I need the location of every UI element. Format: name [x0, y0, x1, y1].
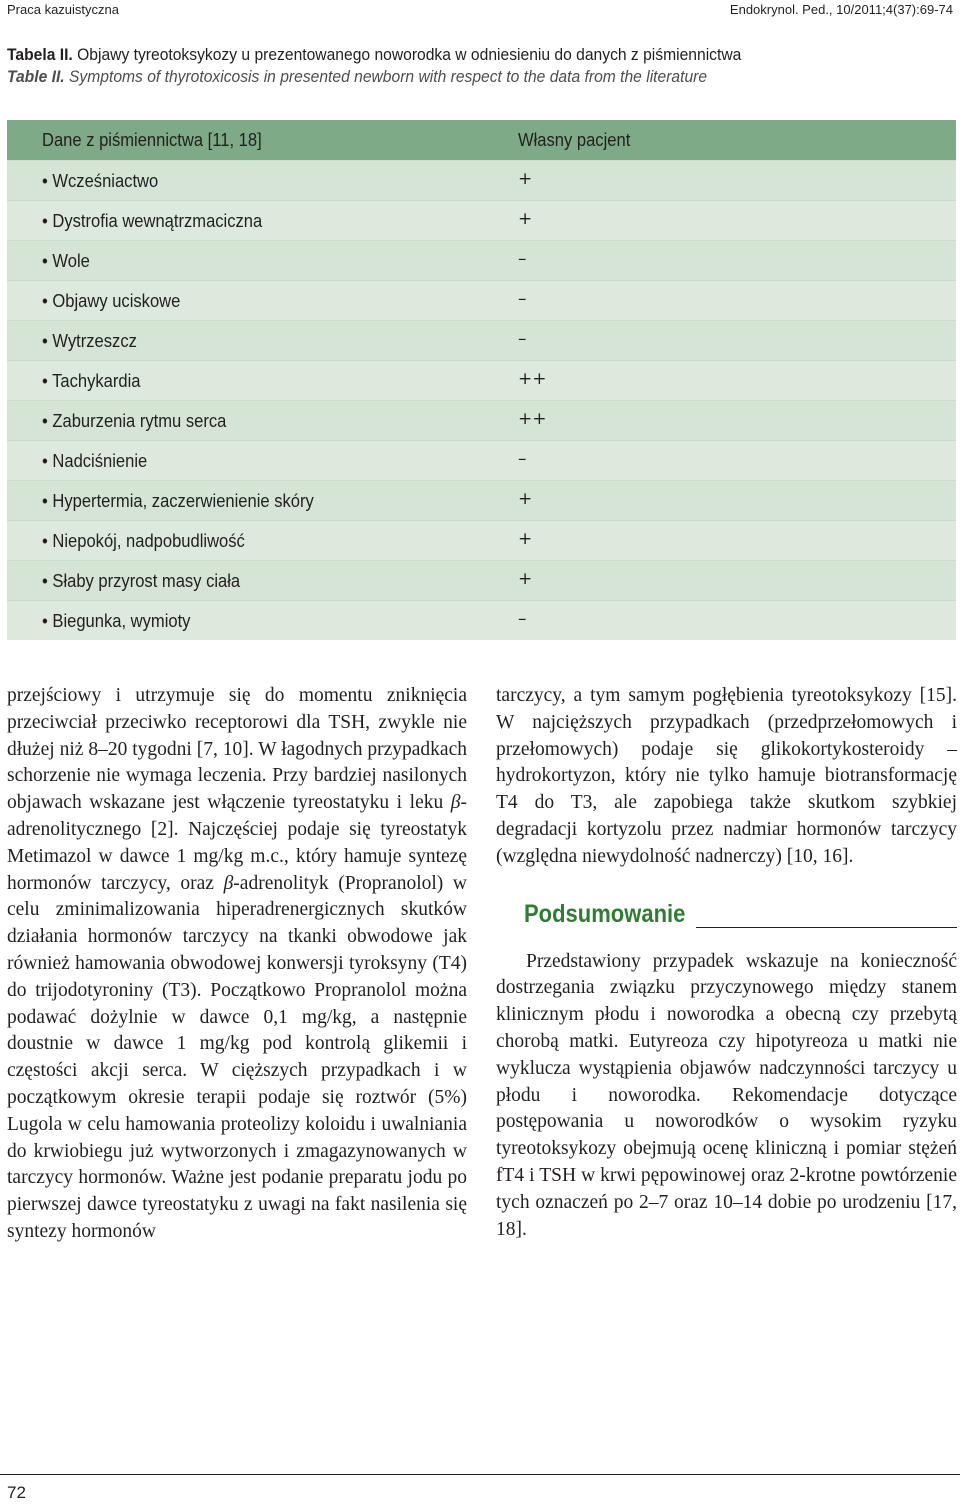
table-row [7, 361, 956, 400]
symptoms-table [7, 120, 956, 640]
symptom-cell: • Tachykardia [42, 371, 141, 391]
running-header [7, 0, 953, 18]
table-caption [7, 44, 872, 88]
patient-finding-cell: + [518, 489, 533, 509]
caption-polish-text: Objawy tyreotoksykozy u prezentowanego noworodka w odniesieniu do danych z piśmiennictwa [72, 45, 742, 64]
patient-finding-cell: – [518, 289, 527, 309]
table-row [7, 401, 956, 440]
left-text-part-2: -adrenolitycznego [2]. Najczęściej podaje się tyreostatyk Metimazol w dawce 1 mg/kg m.c., który hamuje syntezę hormonów tarczycy, oraz [7, 792, 467, 894]
caption-english [7, 66, 872, 88]
left-paragraph [7, 683, 467, 1246]
table-row [7, 441, 956, 480]
patient-finding-cell: + [518, 209, 533, 229]
symptom-cell: • Objawy uciskowe [42, 291, 181, 311]
journal-citation: Endokrynol. Ped., 10/2011;4(37):69-74 [729, 2, 953, 17]
patient-finding-cell: ++ [518, 369, 547, 389]
symptom-cell: • Słaby przyrost masy ciała [42, 571, 241, 591]
caption-polish [7, 44, 872, 66]
table-row [7, 281, 956, 320]
table-row [7, 321, 956, 360]
symptom-cell: • Dystrofia wewnątrzmaciczna [42, 211, 263, 231]
beta-symbol: β [223, 872, 234, 894]
symptom-cell: • Wole [42, 251, 90, 271]
caption-polish-label: Tabela II. [7, 45, 73, 64]
table-header-own-patient: Własny pacjent [518, 130, 631, 150]
table-header-literature: Dane z piśmiennictwa [11, 18] [42, 130, 262, 150]
patient-finding-cell: + [518, 169, 533, 189]
caption-english-label: Table II. [7, 67, 65, 86]
symptom-cell: • Nadciśnienie [42, 451, 148, 471]
table-body [7, 161, 956, 640]
left-text-part-3: -adrenolityk (Propranolol) w celu zminimalizowania hiperadrenergicznych skutków działania hormonów tarczycy na tkanki obwodowe jak również hamowania obwodowej konwersji tyroksyny (T4) do trijodotyroniny (T3). Początkowo Propranolol można podawać dożylnie w dawce 0,1 mg/kg, a następnie doustnie w dawce 1 mg/kg pod kontrolą glikemii i częstości akcji serca. W cięższych przypadkach i w początkowym okresie terapii podaje się roztwór (5%) Lugola w celu hamowania proteolizy koloidu i uwalniania do krwiobiegu już wytworzonych i zmagazynowanych w tarczycy hormonów. Ważne jest podanie preparatu jodu po pierwszej dawce tyreostatyku z uwagi na fakt nasilenia się syntezy hormonów [7, 872, 467, 1242]
patient-finding-cell: – [518, 449, 527, 469]
caption-english-text: Symptoms of thyrotoxicosis in presented newborn with respect to the data from the literature [64, 67, 708, 86]
symptom-cell: • Wcześniactwo [42, 171, 159, 191]
patient-finding-cell: + [518, 529, 533, 549]
table-row [7, 521, 956, 560]
page-footer [0, 1474, 960, 1502]
symptom-cell: • Biegunka, wymioty [42, 611, 191, 631]
patient-finding-cell: – [518, 609, 527, 629]
article-type: Praca kazuistyczna [7, 2, 119, 17]
table-header-row [7, 120, 956, 160]
patient-finding-cell: + [518, 569, 533, 589]
table-row [7, 601, 956, 640]
patient-finding-cell: – [518, 329, 527, 349]
table-row [7, 201, 956, 240]
table-row [7, 161, 956, 200]
patient-finding-cell: ++ [518, 409, 547, 429]
section-heading [496, 901, 957, 935]
right-paragraph-1: tarczycy, a tym samym pogłębienia tyreotoksykozy [15]. W najcięższych przypadkach (przedprzełomowych i przełomowych) podaje się glikokortykosteroidy – hydrokortyzon, który nie tylko hamuje biotransformację T4 do T3, ale zapobiega także skutkom szybkiej degradacji kortyzolu przez nadmiar hormonów tarczycy (względna niewydolność nadnerczy) [10, 16]. [496, 685, 957, 867]
table-row [7, 241, 956, 280]
right-text-column [496, 683, 957, 1243]
symptom-cell: • Wytrzeszcz [42, 331, 137, 351]
left-text-part-1: przejściowy i utrzymuje się do momentu zniknięcia przeciwciał przeciwko receptorowi dla TSH, zwykle nie dłużej niż 8–20 tygodni [7, 10]. W łagodnych przypadkach schorzenie nie wymaga leczenia. Przy bardziej nasilonych objawach wskazane jest włączenie tyreostatyku i leku [7, 685, 467, 814]
section-title: Podsumowanie [524, 899, 686, 928]
heading-rule [696, 927, 957, 928]
page-number: 72 [7, 1483, 26, 1502]
symptom-cell: • Zaburzenia rytmu serca [42, 411, 227, 431]
symptom-cell: • Hypertermia, zaczerwienienie skóry [42, 491, 314, 511]
symptom-cell: • Niepokój, nadpobudliwość [42, 531, 245, 551]
table-row [7, 561, 956, 600]
beta-symbol: β [450, 792, 461, 814]
right-paragraph-2: Przedstawiony przypadek wskazuje na konieczność dostrzegania związku przyczynowego między stanem klinicznym płodu i noworodka a obecną czy przebytą chorobą matki. Eutyreoza czy hipotyreoza u matki nie wyklucza wystąpienia objawów nadczynności tarczycy u płodu i noworodka. Rekomendacje dotyczące postępowania u noworodków o wysokim ryzyku tyreotoksykozy obejmują ocenę kliniczną i pomiar stężeń fT4 i TSH w krwi pępowinowej oraz 2-krotne powtórzenie tych oznaczeń po 2–7 oraz 10–14 dobie po urodzeniu [17, 18]. [496, 950, 957, 1240]
table-row [7, 481, 956, 520]
patient-finding-cell: – [518, 249, 527, 269]
left-text-column [7, 683, 467, 1246]
